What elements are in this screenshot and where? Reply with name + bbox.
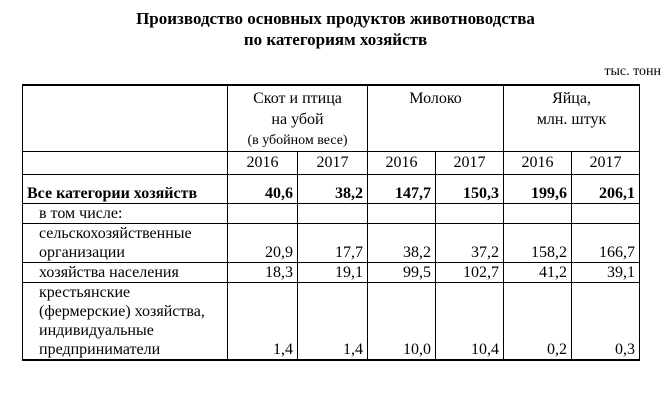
header-milk-label: Молоко [409, 90, 462, 107]
title-line-1: Производство основных продуктов животноводства [136, 9, 535, 28]
column-header-row [23, 85, 640, 152]
table-row-farms [23, 283, 640, 361]
header-livestock [228, 85, 368, 152]
value-cell: 40,6 [228, 181, 298, 204]
value-cell [228, 204, 298, 224]
year-cell: 2017 [436, 152, 504, 175]
header-livestock-note: (в убойном весе) [247, 133, 348, 148]
value-cell: 17,7 [298, 224, 368, 263]
value-cell: 19,1 [298, 263, 368, 283]
value-cell: 37,2 [436, 224, 504, 263]
value-cell: 1,4 [298, 283, 368, 361]
value-cell: 158,2 [504, 224, 572, 263]
value-cell: 38,2 [298, 181, 368, 204]
value-cell: 206,1 [572, 181, 640, 204]
value-cell: 41,2 [504, 263, 572, 283]
header-eggs [504, 85, 640, 152]
row-label: сельскохозяйственные организации [23, 224, 228, 263]
header-eggs-line-2: млн. штук [536, 111, 607, 128]
value-cell: 1,4 [228, 283, 298, 361]
header-blank [23, 85, 228, 152]
value-cell: 20,9 [228, 224, 298, 263]
year-cell: 2016 [228, 152, 298, 175]
unit-label: тыс. тонн [604, 64, 661, 79]
table-row-including [23, 204, 640, 224]
value-cell: 150,3 [436, 181, 504, 204]
header-milk [368, 85, 504, 152]
value-cell: 39,1 [572, 263, 640, 283]
value-cell: 38,2 [368, 224, 436, 263]
row-label: крестьянские (фермерские) хозяйства, индивидуальные предприниматели [23, 283, 228, 361]
year-cell: 2017 [298, 152, 368, 175]
year-blank [23, 152, 228, 175]
table-row-total [23, 181, 640, 204]
value-cell: 10,4 [436, 283, 504, 361]
year-header-row [23, 152, 640, 175]
year-cell: 2016 [368, 152, 436, 175]
value-cell: 10,0 [368, 283, 436, 361]
value-cell: 0,2 [504, 283, 572, 361]
value-cell [298, 204, 368, 224]
page-title [0, 8, 671, 50]
row-label: хозяйства населения [23, 263, 228, 283]
header-livestock-line-2: на убой [271, 111, 324, 128]
value-cell: 199,6 [504, 181, 572, 204]
row-label: Все категории хозяйств [23, 181, 228, 204]
header-eggs-line-1: Яйца, [552, 90, 591, 107]
row-label: в том числе: [23, 204, 228, 224]
value-cell: 166,7 [572, 224, 640, 263]
title-line-2: по категориям хозяйств [243, 30, 428, 49]
year-cell: 2017 [572, 152, 640, 175]
table-row-households [23, 263, 640, 283]
value-cell [504, 204, 572, 224]
value-cell [572, 204, 640, 224]
value-cell [436, 204, 504, 224]
value-cell: 147,7 [368, 181, 436, 204]
production-table [22, 84, 640, 361]
table-row-agricultural-organizations [23, 224, 640, 263]
year-cell: 2016 [504, 152, 572, 175]
value-cell: 0,3 [572, 283, 640, 361]
value-cell [368, 204, 436, 224]
header-livestock-line-1: Скот и птица [253, 90, 342, 107]
value-cell: 102,7 [436, 263, 504, 283]
value-cell: 99,5 [368, 263, 436, 283]
value-cell: 18,3 [228, 263, 298, 283]
